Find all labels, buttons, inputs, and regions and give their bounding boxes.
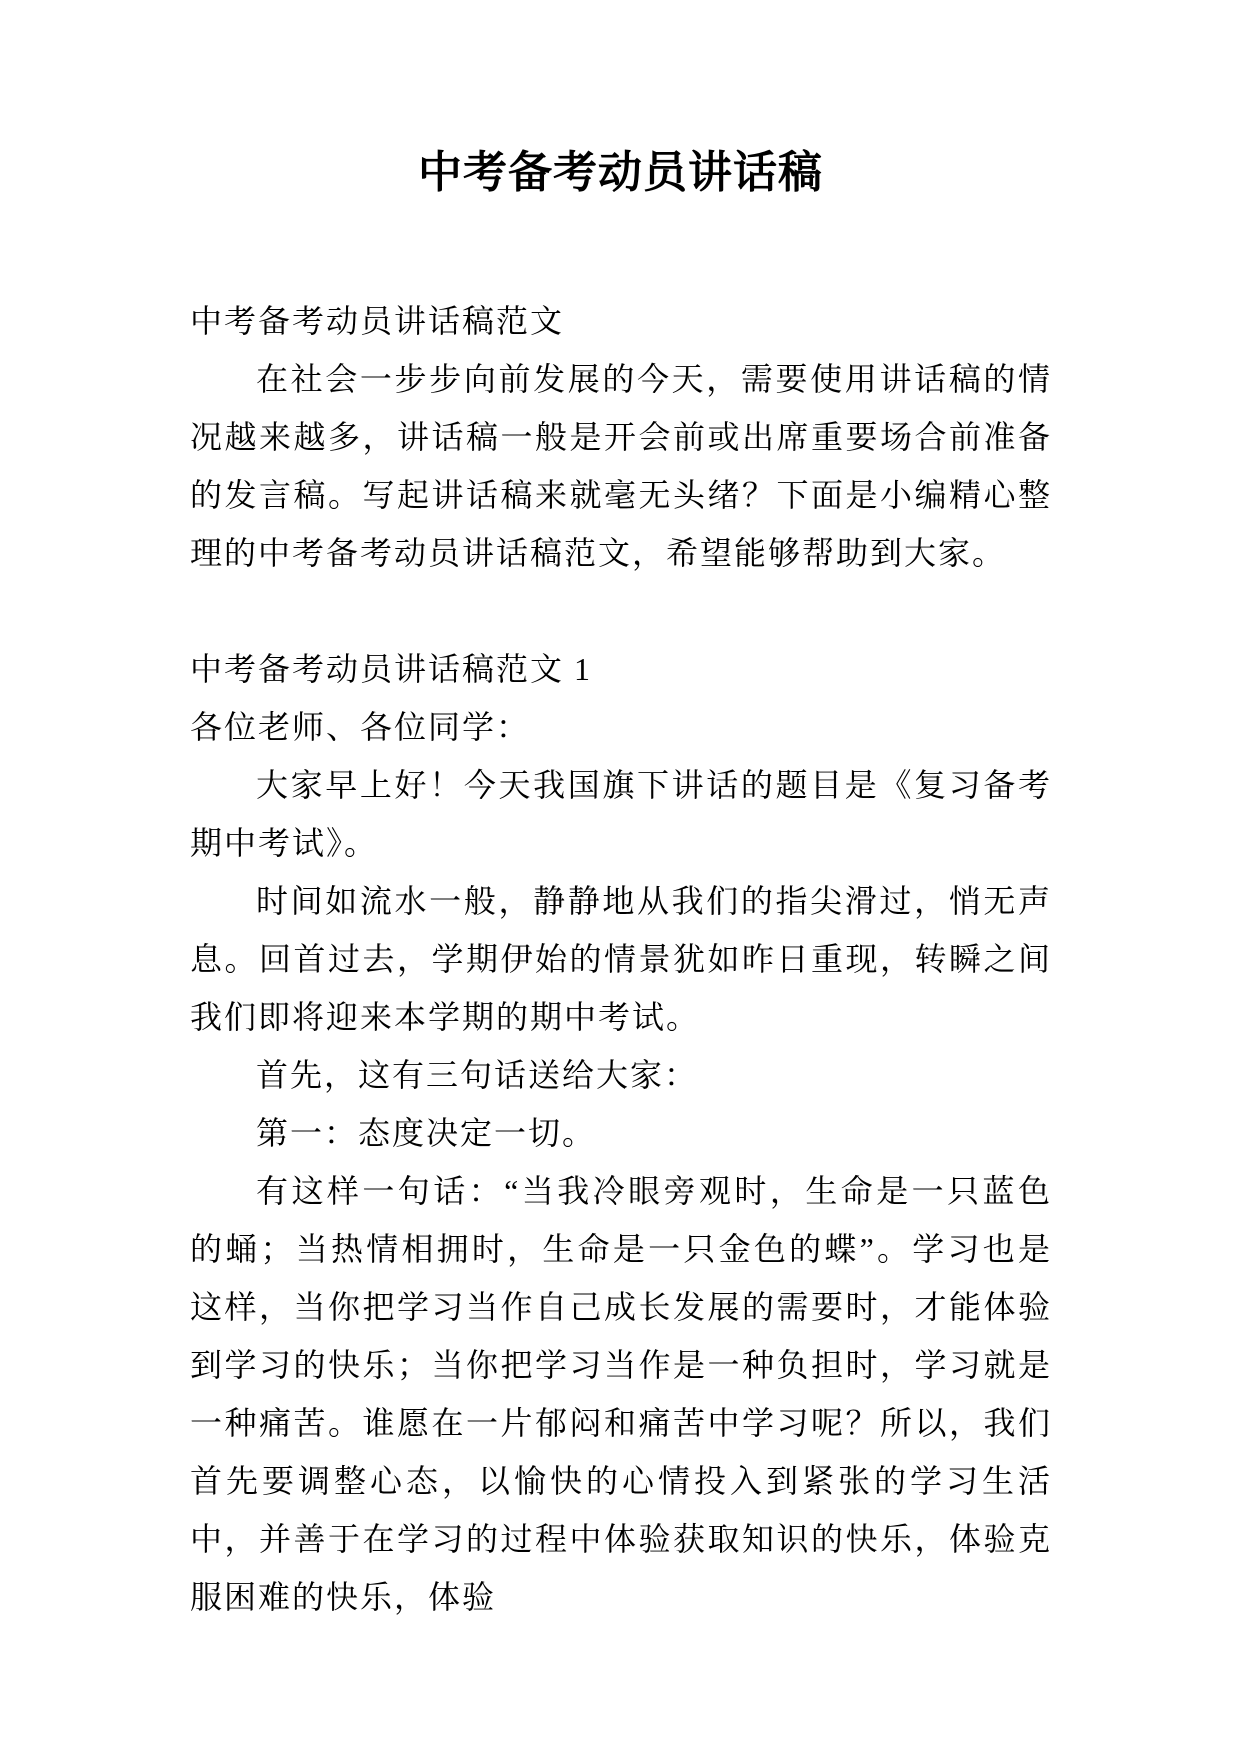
paragraph: 首先，这有三句话送给大家： bbox=[256, 1057, 699, 1093]
paragraph: 中考备考动员讲话稿范文 bbox=[190, 303, 565, 339]
paragraph: 在社会一步步向前发展的今天，需要使用讲话稿的情况越来越多，讲话稿一般是开会前或出席重要场合前准备的发言稿。写起讲话稿来就毫无头绪？下面是小编精心整理的中考备考动员讲话稿范文，希望能够帮助到大家。 bbox=[190, 361, 1052, 571]
paragraph: 中考备考动员讲话稿范文 1 bbox=[190, 651, 593, 687]
document-title: 中考备考动员讲话稿 bbox=[418, 148, 823, 197]
paragraph: 有这样一句话：“当我冷眼旁观时，生命是一只蓝色的蛹；当热情相拥时，生命是一只金色的蝶”。学习也是这样，当你把学习当作自己成长发展的需要时，才能体验到学习的快乐；当你把学习当作是一种负担时，学习就是一种痛苦。谁愿在一片郁闷和痛苦中学习呢？所以，我们首先要调整心态，以愉快的心情投入到紧张的学习生活中，并善于在学习的过程中体验获取知识的快乐，体验克服困难的快乐，体验 bbox=[190, 1173, 1052, 1615]
paragraph: 第一：态度决定一切。 bbox=[256, 1115, 597, 1151]
document-body bbox=[190, 292, 1052, 1626]
paragraph: 大家早上好！今天我国旗下讲话的题目是《复习备考期中考试》。 bbox=[190, 767, 1052, 861]
paragraph: 时间如流水一般，静静地从我们的指尖滑过，悄无声息。回首过去，学期伊始的情景犹如昨日重现，转瞬之间我们即将迎来本学期的期中考试。 bbox=[190, 883, 1052, 1035]
blank-line bbox=[190, 582, 1052, 640]
paragraph: 各位老师、各位同学： bbox=[190, 709, 531, 745]
